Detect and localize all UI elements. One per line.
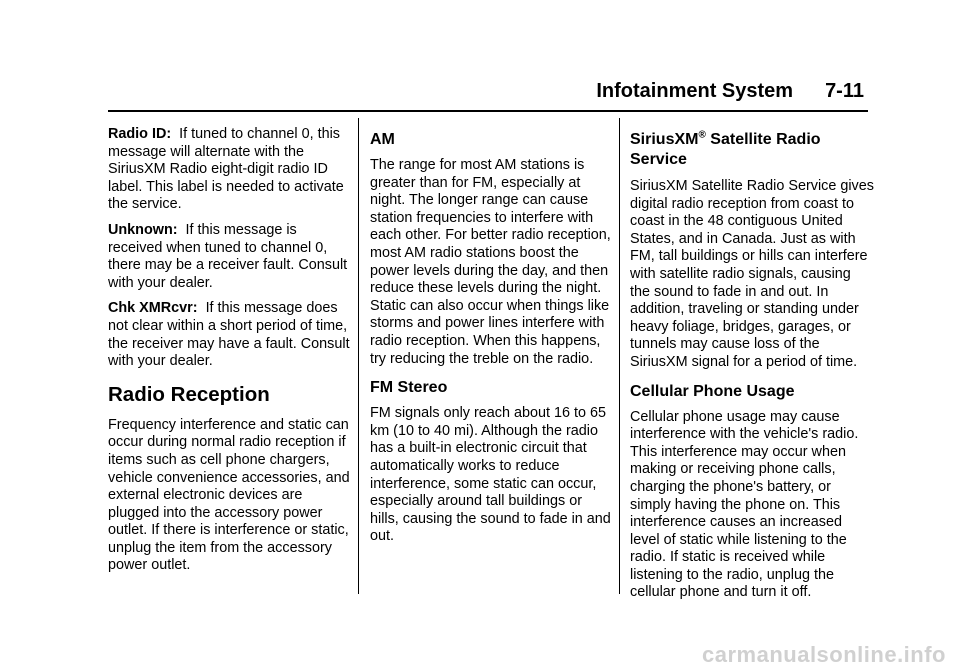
heading-siriusxm <box>630 130 874 170</box>
section-title: Infotainment System <box>596 80 794 102</box>
heading-radio-reception: Radio Reception <box>108 382 270 406</box>
term-label: Chk XMRcvr: <box>108 300 198 317</box>
term-text: If this message does not clear within a short period of time, the receiver may have a fault. Consult with your dealer. <box>108 300 350 370</box>
registered-mark: ® <box>698 129 706 141</box>
header-rule <box>108 110 868 112</box>
fm-body: FM signals only reach about 16 to 65 km (10 to 40 mi). Although the radio has a built-in electronic circuit that automatically works to reduce interference, some static can occur, especially around tall buildings or hills, causing the sound to fade in and out. <box>370 405 611 545</box>
heading-fm-stereo: FM Stereo <box>370 379 448 397</box>
column-divider <box>358 118 359 594</box>
column-divider <box>619 118 620 594</box>
definition-chk-xmrcvr <box>108 300 352 370</box>
cellular-body: Cellular phone usage may cause interference with the vehicle's radio. This interference may occur when making or receiving phone calls, charging the phone's battery, or simply having the phone on. This interference causes an increased level of static while listening to the radio. If static is received while listening to the radio, unplug the cellular phone and turn it off. <box>630 408 859 601</box>
term-label: Radio ID: <box>108 126 172 142</box>
column-3 <box>630 126 874 610</box>
am-body: The range for most AM stations is greater than for FM, especially at night. The longer range can cause station frequencies to interfere with each other. For better radio reception, most AM radio stations boost the power levels during the day, and then reduce these levels during the night. Static can also occur when things like storms and power lines interfere with radio reception. When this happens, try reducing the treble on the radio. <box>370 157 611 367</box>
siriusxm-body: SiriusXM Satellite Radio Service gives digital radio reception from coast to coast in the 48 contiguous United States, and in Canada. Just as with FM, tall buildings or hills can interfere with satellite radio signals, causing the sound to fade in and out. In addition, traveling or standing under heavy foliage, bridges, garages, or tunnels may cause loss of the SiriusXM signal for a period of time. <box>630 178 874 370</box>
definition-radio-id <box>108 126 352 214</box>
watermark: carmanualsonline.info <box>702 642 946 667</box>
term-text: If tuned to channel 0, this message will alternate with the SiriusXM Radio eight-digit radio ID label. This label is needed to activate the service. <box>108 126 344 213</box>
column-1 <box>108 126 352 583</box>
radio-reception-body: Frequency interference and static can occur during normal radio reception if items such as cell phone chargers, vehicle convenience accessories, and external electronic devices are plugged into the accessory power outlet. If there is interference or static, unplug the item from the accessory power outlet. <box>108 416 350 574</box>
page-number: 7-11 <box>825 80 864 102</box>
page-header <box>596 80 864 103</box>
heading-am: AM <box>370 131 395 148</box>
heading-cellular-phone-usage: Cellular Phone Usage <box>630 382 795 400</box>
term-text: If this message is received when tuned to channel 0, there may be a receiver fault. Consult with your dealer. <box>108 221 348 291</box>
heading-part: SiriusXM <box>630 131 699 148</box>
column-2 <box>370 126 614 554</box>
heading-part: Satellite Radio Service <box>630 131 821 168</box>
term-label: Unknown: <box>108 221 178 238</box>
definition-unknown <box>108 222 352 292</box>
